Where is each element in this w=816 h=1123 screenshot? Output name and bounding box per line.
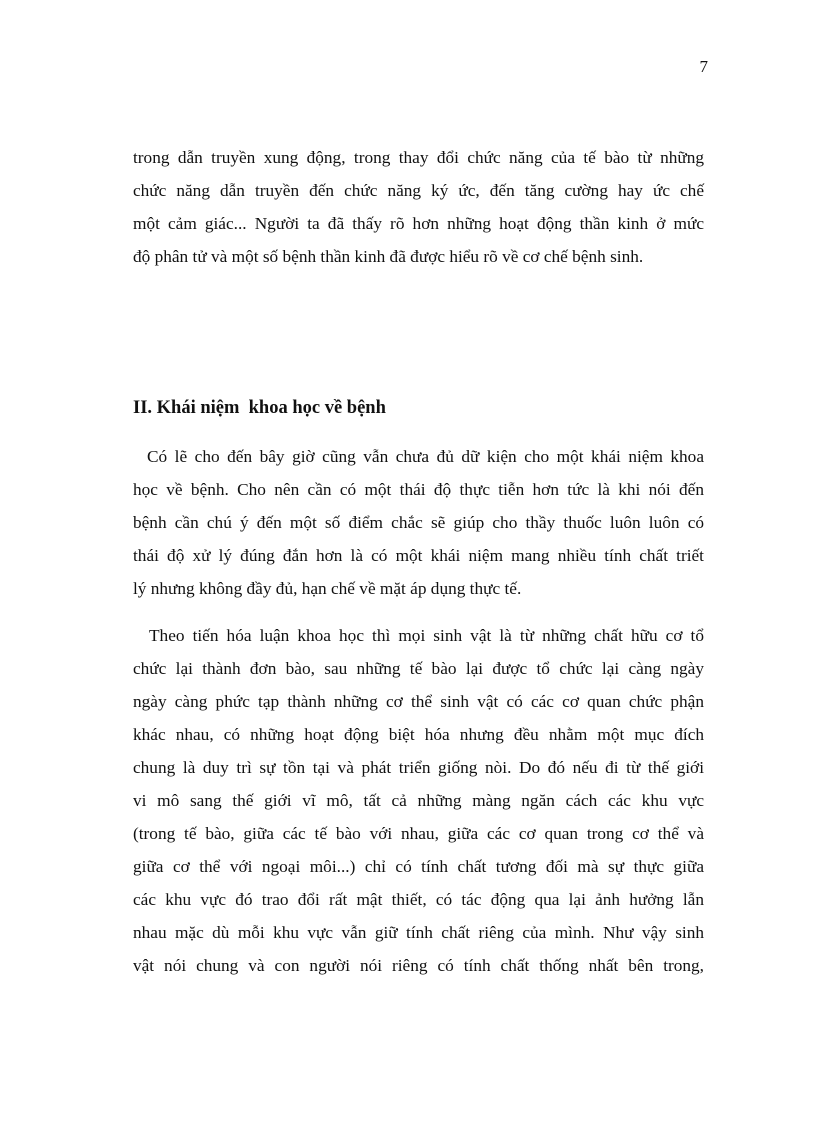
text-line: (trong tế bào, giữa các tế bào với nhau, giữa các cơ quan trong cơ thể và	[133, 824, 704, 843]
text-line: lý nhưng không đầy đủ, hạn chế về mặt áp dụng thực tế.	[133, 579, 522, 598]
text-line: trong dẫn truyền xung động, trong thay đổi chức năng của tế bào từ những	[133, 148, 704, 167]
section-heading: II. Khái niệm khoa học về bệnh	[133, 398, 386, 418]
text-line: ngày càng phức tạp thành những cơ thể sinh vật có các cơ quan chức phận	[133, 692, 704, 711]
text-line: học về bệnh. Cho nên cần có một thái độ thực tiễn hơn tức là khi nói đến	[133, 480, 704, 499]
text-line: Có lẽ cho đến bây giờ cũng vẫn chưa đủ dữ kiện cho một khái niệm khoa	[147, 447, 704, 466]
text-line: chức lại thành đơn bào, sau những tế bào lại được tổ chức lại càng ngày	[133, 659, 704, 678]
text-line: thái độ xử lý đúng đắn hơn là có một khái niệm mang nhiều tính chất triết	[133, 546, 704, 565]
text-line: bệnh cần chú ý đến một số điểm chắc sẽ giúp cho thầy thuốc luôn luôn có	[133, 513, 704, 532]
text-line: giữa cơ thể với ngoại môi...) chỉ có tính chất tương đối mà sự thực giữa	[133, 857, 704, 876]
page-number: 7	[699, 57, 708, 76]
text-line: nhau mặc dù mỗi khu vực vẫn giữ tính chất riêng của mình. Như vậy sinh	[133, 923, 704, 942]
text-line: Theo tiến hóa luận khoa học thì mọi sinh vật là từ những chất hữu cơ tổ	[149, 626, 704, 645]
text-line: vật nói chung và con người nói riêng có tính chất thống nhất bên trong,	[133, 956, 704, 975]
text-line: độ phân tử và một số bệnh thần kinh đã được hiểu rõ về cơ chế bệnh sinh.	[133, 247, 644, 266]
text-line: khác nhau, có những hoạt động biệt hóa nhưng đều nhằm một mục đích	[133, 725, 704, 744]
text-line: vi mô sang thế giới vĩ mô, tất cả những màng ngăn cách các khu vực	[133, 791, 704, 810]
text-line: chức năng dẫn truyền đến chức năng ký ức, đến tăng cường hay ức chế	[133, 181, 704, 200]
text-line: một cảm giác... Người ta đã thấy rõ hơn những hoạt động thần kinh ở mức	[133, 214, 704, 233]
text-line: các khu vực đó trao đổi rất mật thiết, có tác động qua lại ảnh hưởng lẫn	[133, 890, 704, 909]
text-line: chung là duy trì sự tồn tại và phát triển giống nòi. Do đó nếu đi từ thế giới	[133, 758, 704, 777]
